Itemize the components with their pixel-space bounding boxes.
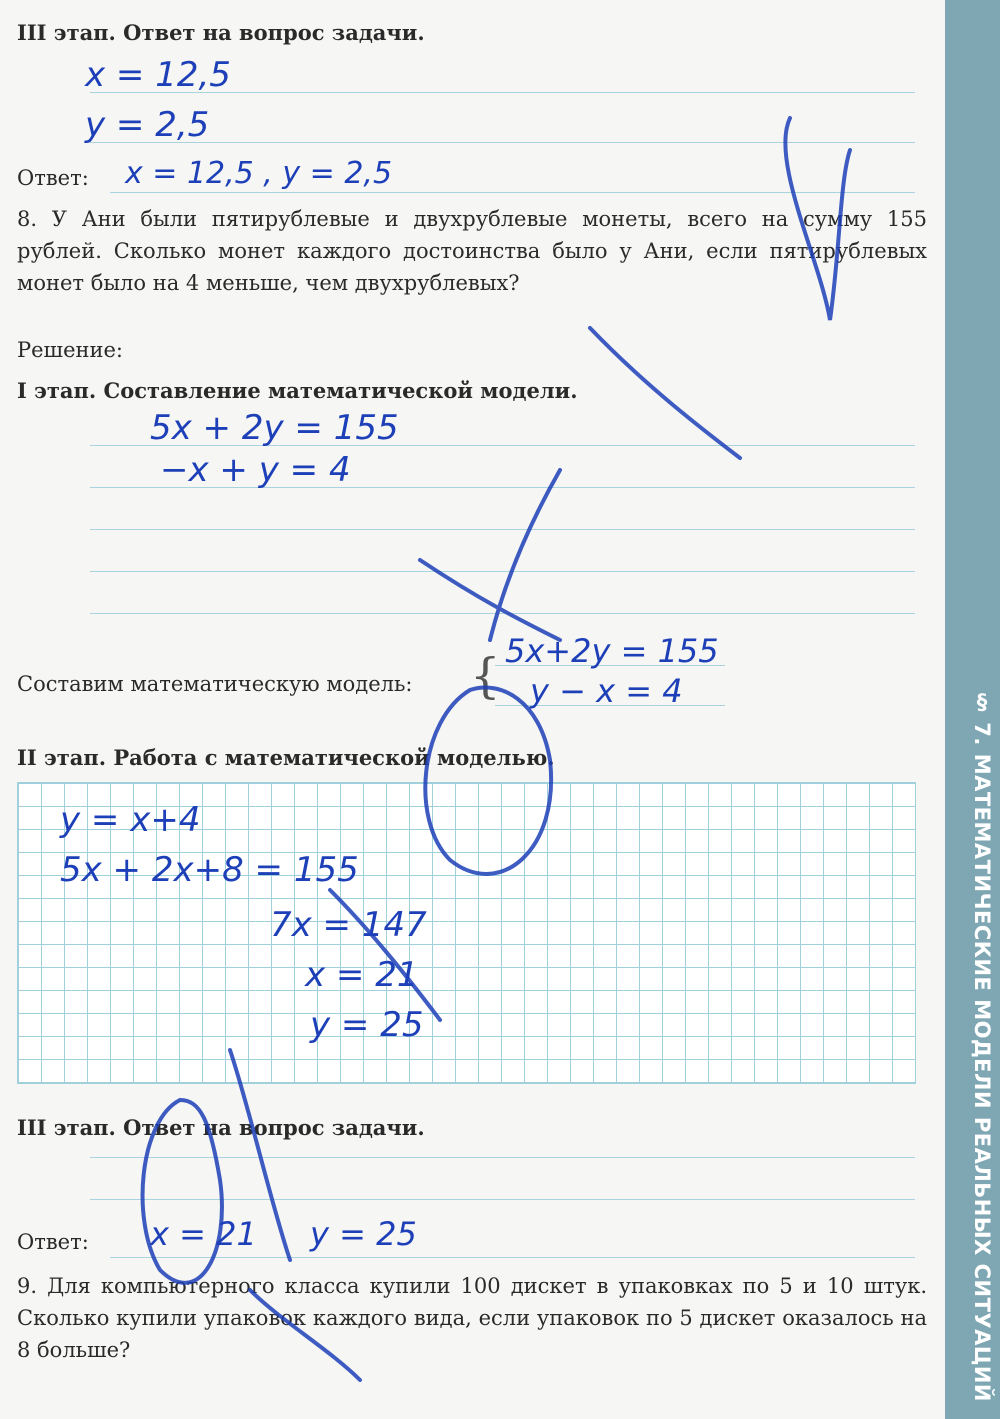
model-label: Составим математическую модель: xyxy=(17,672,413,696)
scribble-stroke xyxy=(490,470,560,640)
solution-label: Решение: xyxy=(17,338,124,362)
task9-text: 9. Для компьютерного класса купили 100 дискет в упаковках по 5 и 10 штук. Сколько купили упаковок каждого вида, если упаковок по 5 дискет оказалось на 8 больше? xyxy=(17,1274,927,1362)
stage3-heading-top: III этап. Ответ на вопрос задачи. xyxy=(17,20,425,45)
scribble-stroke xyxy=(425,688,551,874)
stage3-heading: III этап. Ответ на вопрос задачи. xyxy=(17,1115,425,1140)
answer-label: Ответ: xyxy=(17,1230,89,1254)
hw-stage2-line3: 7x = 147 xyxy=(270,905,427,945)
hw-answer-top: x = 12,5 , y = 2,5 xyxy=(125,156,393,191)
hw-x-top: x = 12,5 xyxy=(85,55,231,95)
hw-y-top: y = 2,5 xyxy=(85,105,210,145)
scribble-stroke xyxy=(590,328,740,458)
hw-stage1-eq1: 5x + 2y = 155 xyxy=(150,408,399,448)
hw-stage2-line4: x = 21 xyxy=(305,955,419,995)
hw-stage2-line1: y = x+4 xyxy=(60,800,201,840)
task8-text: 8. У Ани были пятирублевые и двухрублевые монеты, всего на сумму 155 рублей. Сколько монет каждого достоинства было у Ани, если пятирублевых монет было на 4 меньше, чем двухрублевых? xyxy=(17,207,927,295)
section-side-label: § 7. МАТЕМАТИЧЕСКИЕ МОДЕЛИ РЕАЛЬНЫХ СИТУАЦИЙ xyxy=(970,690,994,1402)
stage1-heading: I этап. Составление математической модели. xyxy=(17,378,578,403)
scribble-stroke xyxy=(785,118,850,320)
scribble-stroke xyxy=(230,1050,290,1260)
answer-label-top: Ответ: xyxy=(17,166,89,190)
system-brace: { xyxy=(470,648,501,704)
scribble-stroke xyxy=(420,560,560,640)
scribble-stroke xyxy=(250,1290,360,1380)
hw-answer-x: x = 21 xyxy=(150,1215,257,1253)
hw-stage1-eq2: −x + y = 4 xyxy=(160,450,351,490)
hw-model-eq1: 5x+2y = 155 xyxy=(505,632,719,670)
scribble-stroke xyxy=(330,890,440,1020)
hw-model-eq2: y − x = 4 xyxy=(530,672,683,710)
hw-answer-y: y = 25 xyxy=(310,1215,417,1253)
hw-stage2-line2: 5x + 2x+8 = 155 xyxy=(60,850,359,890)
scribble-stroke xyxy=(143,1100,222,1283)
hw-stage2-line5: y = 25 xyxy=(310,1005,424,1045)
stage2-heading: II этап. Работа с математической моделью. xyxy=(17,745,555,770)
